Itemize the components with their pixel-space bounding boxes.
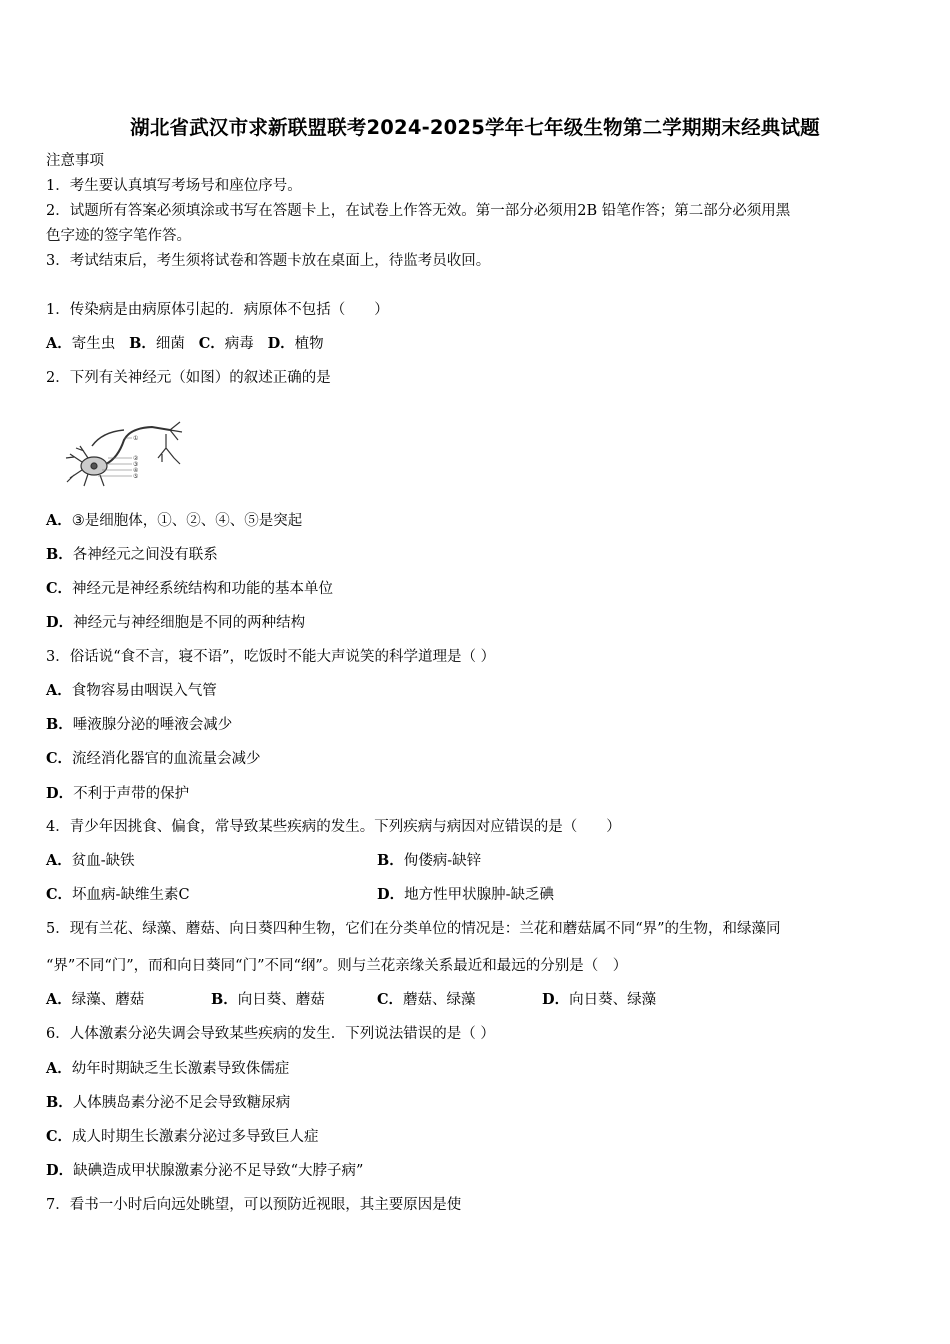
figure-label-1: ① <box>133 435 139 442</box>
question-5-option-a <box>46 991 144 1009</box>
option-text: ③是细胞体，①、②、④、⑤是突起 <box>71 513 303 529</box>
neuron-figure <box>62 418 188 488</box>
option-label: C． <box>46 886 73 903</box>
option-label: B． <box>46 1094 73 1111</box>
option-label: D． <box>46 1162 74 1179</box>
option-label: B． <box>377 852 404 869</box>
option-text: 人体胰岛素分泌不足会导致糖尿病 <box>72 1095 291 1111</box>
option-label: D． <box>377 886 405 903</box>
option-label: C． <box>46 1128 73 1145</box>
option-label: D． <box>46 614 74 631</box>
question-4-option-b <box>377 852 481 870</box>
option-text: 寄生虫 <box>71 336 116 352</box>
option-label: D． <box>542 991 570 1008</box>
question-2-stem: 2．下列有关神经元（如图）的叙述正确的是 <box>46 370 331 386</box>
question-6-stem: 6．人体激素分泌失调会导致某些疾病的发生．下列说法错误的是（ ） <box>46 1026 495 1042</box>
option-label: C． <box>377 991 404 1008</box>
notice-item: 色字迹的签字笔作答。 <box>46 228 191 244</box>
question-1-options <box>46 335 324 353</box>
option-text: 坏血病-缺维生素C <box>72 887 190 903</box>
option-text: 蘑菇、绿藻 <box>403 992 476 1008</box>
question-6-option-b <box>46 1094 290 1112</box>
option-label: C． <box>46 750 73 767</box>
question-4-option-a <box>46 852 135 870</box>
notice-item: 1．考生要认真填写考场号和座位序号。 <box>46 178 302 194</box>
option-label: A． <box>46 991 72 1008</box>
option-text: 绿藻、蘑菇 <box>71 992 145 1008</box>
option-text: 食物容易由咽误入气管 <box>71 683 217 699</box>
option-text: 细菌 <box>155 336 185 352</box>
question-2-option-b <box>46 546 218 564</box>
option-label: A． <box>46 682 72 699</box>
option-text: 幼年时期缺乏生长激素导致侏儒症 <box>71 1061 290 1077</box>
option-text: 不利于声带的保护 <box>73 786 190 802</box>
figure-label-2: ② <box>133 455 139 462</box>
option-label: D． <box>46 785 74 802</box>
option-text: 佝偻病-缺锌 <box>403 853 482 869</box>
option-label: D． <box>267 335 295 352</box>
figure-label-3: ③ <box>133 461 139 468</box>
option-label: B． <box>129 335 156 352</box>
figure-label-4: ④ <box>133 467 139 474</box>
option-text: 贫血-缺铁 <box>71 853 135 869</box>
option-label: A． <box>46 1060 72 1077</box>
question-2-option-c <box>46 580 333 598</box>
option-text: 向日葵、绿藻 <box>569 992 657 1008</box>
question-6-option-a <box>46 1060 289 1078</box>
question-5-stem-line1: 5．现有兰花、绿藻、蘑菇、向日葵四种生物，它们在分类单位的情况是：兰花和蘑菇属不同“界”的生物，和绿藻同 <box>46 921 781 937</box>
option-text: 植物 <box>294 336 324 352</box>
option-label: B． <box>46 546 73 563</box>
question-4-stem: 4．青少年因挑食、偏食，常导致某些疾病的发生。下列疾病与病因对应错误的是（ ） <box>46 819 621 835</box>
option-text: 唾液腺分泌的唾液会减少 <box>72 717 233 733</box>
figure-label-5: ⑤ <box>133 473 139 480</box>
question-3-option-a <box>46 682 217 700</box>
option-text: 神经元与神经细胞是不同的两种结构 <box>73 615 306 631</box>
option-label: A． <box>46 335 72 352</box>
question-2-option-d <box>46 614 305 632</box>
option-label: B． <box>211 991 238 1008</box>
question-5-option-b <box>211 991 325 1009</box>
question-7-stem: 7．看书一小时后向远处眺望，可以预防近视眼，其主要原因是使 <box>46 1197 462 1213</box>
option-text: 各神经元之间没有联系 <box>72 547 218 563</box>
option-label: B． <box>46 716 73 733</box>
question-5-option-c <box>377 991 476 1009</box>
option-text: 缺碘造成甲状腺激素分泌不足导致“大脖子病” <box>73 1163 364 1179</box>
question-4-option-c <box>46 886 190 904</box>
option-label: A． <box>46 852 72 869</box>
option-label: C． <box>46 580 73 597</box>
option-label: A． <box>46 512 72 529</box>
question-3-option-b <box>46 716 232 734</box>
question-3-option-c <box>46 750 261 768</box>
option-text: 病毒 <box>224 336 254 352</box>
question-6-option-c <box>46 1128 319 1146</box>
question-2-option-a <box>46 512 302 530</box>
notice-item: 2．试题所有答案必须填涂或书写在答题卡上，在试卷上作答无效。第一部分必须用2B 铅笔作答；第二部分必须用黑 <box>46 203 791 219</box>
option-text: 向日葵、蘑菇 <box>237 992 325 1008</box>
question-1-stem: 1．传染病是由病原体引起的．病原体不包括（ ） <box>46 302 389 318</box>
option-text: 地方性甲状腺肿-缺乏碘 <box>404 887 554 903</box>
neuron-nucleus <box>91 463 97 469</box>
question-4-option-d <box>377 886 554 904</box>
option-label: C． <box>198 335 225 352</box>
option-text: 神经元是神经系统结构和功能的基本单位 <box>72 581 334 597</box>
question-6-option-d <box>46 1162 363 1180</box>
question-5-option-d <box>542 991 656 1009</box>
notice-item: 3．考试结束后，考生须将试卷和答题卡放在桌面上，待监考员收回。 <box>46 253 491 269</box>
question-3-option-d <box>46 785 189 803</box>
option-text: 成人时期生长激素分泌过多导致巨人症 <box>72 1129 319 1145</box>
question-3-stem: 3．俗话说“食不言，寝不语”，吃饭时不能大声说笑的科学道理是（ ） <box>46 649 496 665</box>
page-title: 湖北省武汉市求新联盟联考2024-2025学年七年级生物第二学期期末经典试题 <box>130 116 820 139</box>
question-5-stem-line2: “界”不同“门”，而和向日葵同“门”不同“纲”。则与兰花亲缘关系最近和最远的分别是（ ） <box>46 958 628 974</box>
notice-heading: 注意事项 <box>46 153 104 169</box>
option-text: 流经消化器官的血流量会减少 <box>72 751 261 767</box>
